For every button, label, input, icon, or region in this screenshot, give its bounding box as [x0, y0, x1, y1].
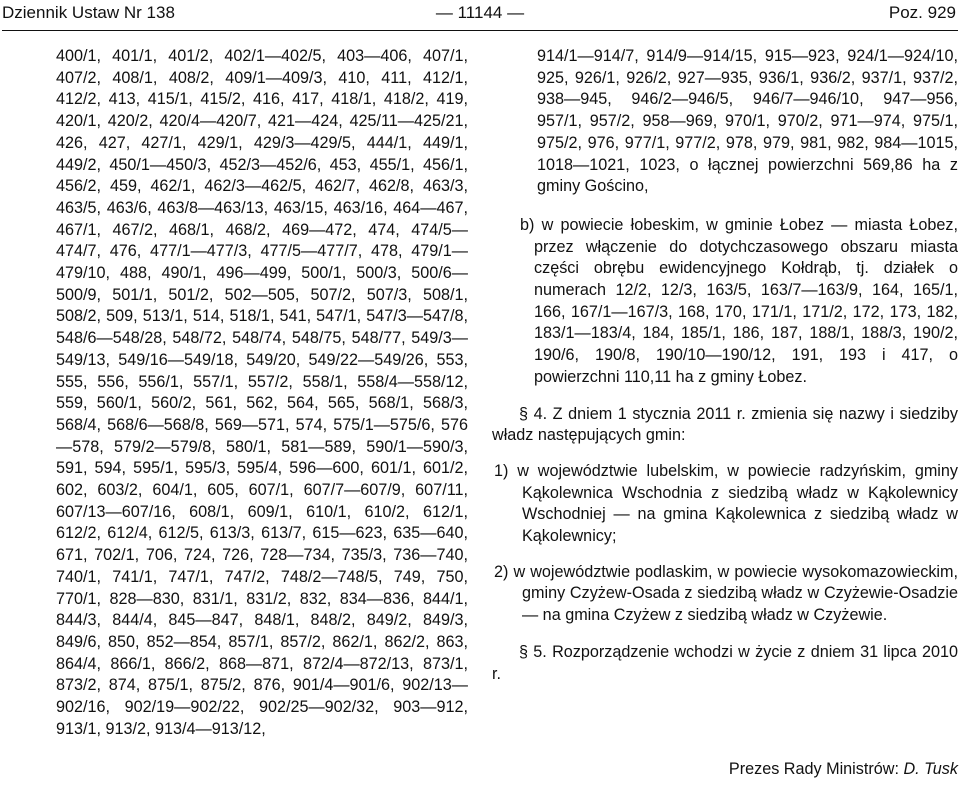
parcel-list-left: 400/1, 401/1, 401/2, 402/1—402/5, 403—406, 407/1, 407/2, 408/1, 408/2, 409/1—409/3, 410, 411, 412/1, 412/2, 413, 415/1, 415/2, 416, 417, 418/1, 418/2, 419, 420/1, 420/2, 420/4—420/7, 421—424, 425/11—425/21, 426, 427, 427/1, 429/1, 429/3—429/5, 444/1, 449/1, 449/2, 450/1—450/3, 452/3—452/6, 453, 455/1, 456/1, 456/2, 459, 462/1, 462/3—462/5, 462/7, 462/8, 463/3, 463/5, 463/6, 463/8—463/13, 463/15, 463/16, 464—467, 467/1, 467/2, 468/1, 468/2, 469—472, 474, 474/5—474/7, 476, 477/1—477/3, 477/5—477/7, 478, 479/1—479/10, 488, 490/1, 496—499, 500/1, 500/3, 500/6—500/9, 501/1, 501/2, 502—505, 507/2, 507/3, 508/1, 508/2, 509, 513/1, 514, 518/1, 541, 547/1, 547/3—547/8, 548/6—548/28, 548/72, 548/74, 548/75, 548/77, 549/3—549/13, 549/16—549/18, 549/20, 549/22—549/26, 553, 555, 556, 556/1, 557/1, 557/2, 558/1, 558/4—558/12, 559, 560/1, 560/2, 561, 562, 564, 565, 568/1, 568/3, 568/4, 568/6—568/8, 569—571, 574, 575/1—575/6, 576—578, 579/2—579/8, 580/1, 581—589, 590/1—590/3, 591, 594, 595/1, 595/3, 595/4, 596—600, 601/1, 601/2, 602, 603/2, 604/1, 605, 607/1, 607/7—607/9, 607/11, 607/13—607/16, 608/1, 609/1, 610/1, 610/2, 612/1, 612/2, 612/4, 612/5, 613/3, 613/7, 615—623, 635—640, 671, 702/1, 706, 724, 726, 728—734, 735/3, 736—740, 740/1, 741/1, 747/1, 747/2, 748/2—748/5, 749, 750, 770/1, 828—830, 831/1, 831/2, 832, 834—836, 844/1, 844/3, 844/4, 845—847, 848/1, 848/2, 849/2, 849/3, 849/6, 850, 852—854, 857/1, 857/2, 862/1, 862/2, 863, 864/4, 866/1, 866/2, 868—871, 872/4—872/13, 873/1, 873/2, 874, 875/1, 875/2, 876, 901/4—901/6, 902/13—902/16, 902/19—902/22, 902/25—902/32, 903—912, 913/1, 913/2, 913/4—913/12, — [56, 47, 468, 738]
signature-prefix: Prezes Rady Ministrów: — [728, 760, 904, 778]
item-b: b) w powiecie łobeskim, w gminie Łobez — miasta Łobez, przez włączenie do dotychczasowego obszaru miasta części obrębu ewidencyjnego Kołdrąb, tj. działek o numerach 12/2, 12/3, 163/5, 163/7—163/9, 164, 165/1, 166, 167/1—167/3, 168, 170, 171/1, 171/2, 172, 173, 182, 183/1—183/4, 184, 185/1, 186, 187, 188/1, 188/3, 190/2, 190/6, 190/8, 190/10—190/12, 191, 193 i 417, o powierzchni 110,11 ha z gminy Łobez. — [520, 215, 958, 386]
header-rule — [2, 30, 958, 31]
section-4: § 4. Z dniem 1 stycznia 2011 r. zmienia się nazwy i siedziby władz następujących gmin: — [492, 404, 958, 445]
page-number: — 11144 — — [435, 3, 525, 22]
section-5: § 5. Rozporządzenie wchodzi w życie z dniem 31 lipca 2010 r. — [492, 642, 958, 683]
item-2: 2) w województwie podlaskim, w powiecie wysokomazowieckim, gminy Czyżew-Osada z siedzibą władz w Czyżewie-Osadzie — na gmina Czyżew z siedzibą władz w Czyżewie. — [494, 562, 958, 625]
right-column — [492, 46, 958, 685]
journal-title: Dziennik Ustaw Nr 138 — [2, 3, 175, 22]
left-column — [56, 46, 468, 741]
signature — [729, 760, 958, 779]
signature-name: D. Tusk — [903, 760, 958, 778]
item-1: 1) w województwie lubelskim, w powiecie radzyńskim, gminy Kąkolewnica Wschodnia z siedzibą władz w Kąkolewnicy Wschodniej — na gmina Kąkolewnica z siedzibą władz w Kąkolewnicy; — [494, 461, 958, 546]
position-number: Poz. 929 — [888, 3, 956, 22]
page-header — [0, 0, 960, 30]
parcel-list-continuation: 914/1—914/7, 914/9—914/15, 915—923, 924/1—924/10, 925, 926/1, 926/2, 927—935, 936/1, 936/2, 937/1, 937/2, 938—945, 946/2—946/5, 946/7—946/10, 947—956, 957/1, 957/2, 958—969, 970/1, 970/2, 971—974, 975/1, 975/2, 976, 977/1, 977/2, 978, 979, 981, 982, 984—1015, 1018—1021, 1023, o łącznej powierzchni 569,86 ha z gminy Gościno, — [537, 47, 958, 196]
